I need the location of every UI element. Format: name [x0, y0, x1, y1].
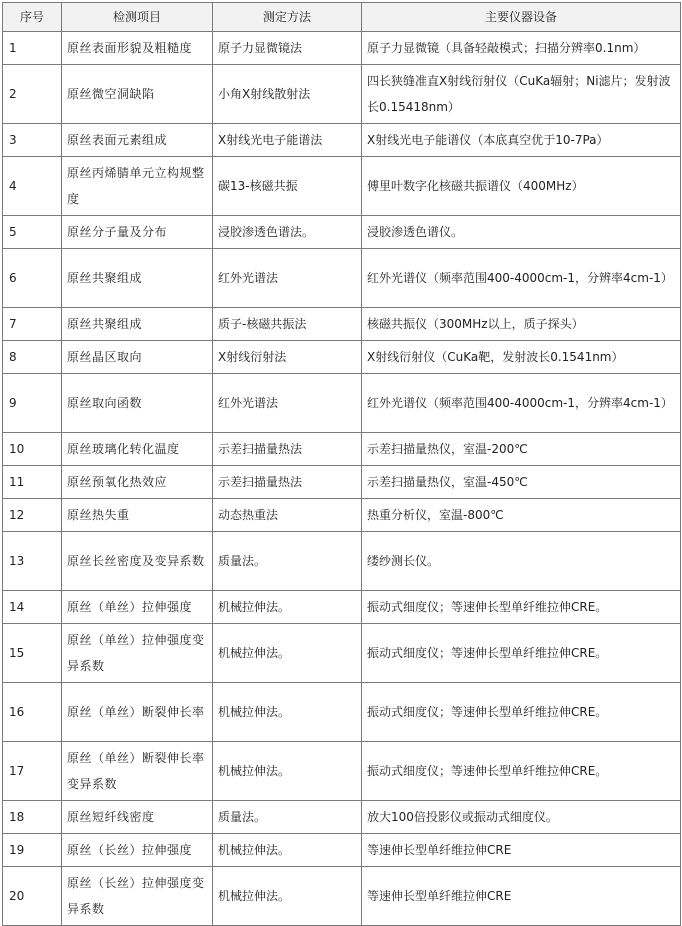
row-equipment: 红外光谱仪（频率范围400-4000cm-1，分辨率4cm-1） — [362, 249, 681, 308]
header-test-method: 测定方法 — [213, 3, 362, 32]
test-items-table-container — [2, 2, 680, 926]
table-row — [3, 466, 681, 499]
table-row — [3, 32, 681, 65]
row-test-method: X射线光电子能谱法 — [213, 124, 362, 157]
table-row — [3, 374, 681, 433]
row-equipment: 示差扫描量热仪，室温-200℃ — [362, 433, 681, 466]
row-test-item: 原丝晶区取向 — [62, 341, 213, 374]
row-equipment: 四长狭缝准直X射线衍射仪（CuKa辐射；Ni滤片；发射波长0.15418nm） — [362, 65, 681, 124]
row-test-method: 红外光谱法 — [213, 249, 362, 308]
row-test-item: 原丝微空洞缺陷 — [62, 65, 213, 124]
table-row — [3, 742, 681, 801]
row-serial-number: 11 — [3, 466, 62, 499]
row-test-method: 机械拉伸法。 — [213, 683, 362, 742]
row-test-item: 原丝（单丝）拉伸强度 — [62, 591, 213, 624]
row-test-method: 机械拉伸法。 — [213, 867, 362, 926]
table-row — [3, 157, 681, 216]
row-serial-number: 5 — [3, 216, 62, 249]
row-serial-number: 4 — [3, 157, 62, 216]
row-test-item: 原丝（单丝）断裂伸长率 — [62, 683, 213, 742]
row-serial-number: 1 — [3, 32, 62, 65]
row-test-item: 原丝共聚组成 — [62, 249, 213, 308]
table-row — [3, 341, 681, 374]
row-serial-number: 3 — [3, 124, 62, 157]
header-test-item: 检测项目 — [62, 3, 213, 32]
row-serial-number: 2 — [3, 65, 62, 124]
row-equipment: 示差扫描量热仪，室温-450℃ — [362, 466, 681, 499]
table-row — [3, 532, 681, 591]
row-test-method: 机械拉伸法。 — [213, 742, 362, 801]
table-row — [3, 801, 681, 834]
row-test-item: 原丝（单丝）拉伸强度变异系数 — [62, 624, 213, 683]
row-test-method: 动态热重法 — [213, 499, 362, 532]
table-row — [3, 499, 681, 532]
table-row — [3, 249, 681, 308]
row-equipment: 振动式细度仪；等速伸长型单纤维拉伸CRE。 — [362, 742, 681, 801]
row-serial-number: 19 — [3, 834, 62, 867]
row-equipment: 傅里叶数字化核磁共振谱仪（400MHz） — [362, 157, 681, 216]
row-test-item: 原丝丙烯腈单元立构规整度 — [62, 157, 213, 216]
row-test-item: 原丝预氧化热效应 — [62, 466, 213, 499]
row-test-method: 小角X射线散射法 — [213, 65, 362, 124]
table-row — [3, 683, 681, 742]
row-serial-number: 14 — [3, 591, 62, 624]
row-test-item: 原丝（长丝）拉伸强度 — [62, 834, 213, 867]
table-row — [3, 216, 681, 249]
row-equipment: 等速伸长型单纤维拉伸CRE — [362, 867, 681, 926]
row-test-item: 原丝短纤线密度 — [62, 801, 213, 834]
row-equipment: 红外光谱仪（频率范围400-4000cm-1，分辨率4cm-1） — [362, 374, 681, 433]
row-test-method: 碳13-核磁共振 — [213, 157, 362, 216]
row-equipment: X射线衍射仪（CuKa靶，发射波长0.1541nm） — [362, 341, 681, 374]
row-test-item: 原丝分子量及分布 — [62, 216, 213, 249]
row-equipment: 核磁共振仪（300MHz以上，质子探头） — [362, 308, 681, 341]
row-equipment: 振动式细度仪；等速伸长型单纤维拉伸CRE。 — [362, 591, 681, 624]
row-test-item: 原丝共聚组成 — [62, 308, 213, 341]
table-row — [3, 834, 681, 867]
row-test-method: 示差扫描量热法 — [213, 466, 362, 499]
row-test-item: 原丝表面元素组成 — [62, 124, 213, 157]
row-test-item: 原丝（长丝）拉伸强度变异系数 — [62, 867, 213, 926]
row-equipment: 放大100倍投影仪或振动式细度仪。 — [362, 801, 681, 834]
row-equipment: X射线光电子能谱仪（本底真空优于10-7Pa） — [362, 124, 681, 157]
row-test-method: 原子力显微镜法 — [213, 32, 362, 65]
row-test-method: 质子-核磁共振法 — [213, 308, 362, 341]
row-serial-number: 10 — [3, 433, 62, 466]
row-test-item: 原丝表面形貌及粗糙度 — [62, 32, 213, 65]
row-serial-number: 7 — [3, 308, 62, 341]
table-row — [3, 124, 681, 157]
table-row — [3, 308, 681, 341]
table-row — [3, 433, 681, 466]
row-test-item: 原丝（单丝）断裂伸长率变异系数 — [62, 742, 213, 801]
table-row — [3, 65, 681, 124]
row-test-method: 浸胶渗透色谱法。 — [213, 216, 362, 249]
table-row — [3, 624, 681, 683]
table-row — [3, 867, 681, 926]
row-serial-number: 9 — [3, 374, 62, 433]
row-test-item: 原丝长丝密度及变异系数 — [62, 532, 213, 591]
header-main-equipment: 主要仪器设备 — [362, 3, 681, 32]
row-serial-number: 8 — [3, 341, 62, 374]
row-equipment: 振动式细度仪；等速伸长型单纤维拉伸CRE。 — [362, 683, 681, 742]
row-test-method: 红外光谱法 — [213, 374, 362, 433]
row-equipment: 浸胶渗透色谱仪。 — [362, 216, 681, 249]
row-serial-number: 6 — [3, 249, 62, 308]
row-equipment: 振动式细度仪；等速伸长型单纤维拉伸CRE。 — [362, 624, 681, 683]
row-equipment: 等速伸长型单纤维拉伸CRE — [362, 834, 681, 867]
row-test-method: 机械拉伸法。 — [213, 624, 362, 683]
row-test-method: 质量法。 — [213, 801, 362, 834]
row-serial-number: 17 — [3, 742, 62, 801]
row-test-method: 机械拉伸法。 — [213, 591, 362, 624]
table-header-row — [3, 3, 681, 32]
row-equipment: 缕纱测长仪。 — [362, 532, 681, 591]
row-test-item: 原丝热失重 — [62, 499, 213, 532]
row-equipment: 热重分析仪，室温-800℃ — [362, 499, 681, 532]
row-serial-number: 16 — [3, 683, 62, 742]
row-test-method: 机械拉伸法。 — [213, 834, 362, 867]
row-test-item: 原丝玻璃化转化温度 — [62, 433, 213, 466]
row-serial-number: 20 — [3, 867, 62, 926]
row-serial-number: 18 — [3, 801, 62, 834]
test-items-table — [2, 2, 681, 926]
row-serial-number: 15 — [3, 624, 62, 683]
row-test-method: X射线衍射法 — [213, 341, 362, 374]
row-test-method: 示差扫描量热法 — [213, 433, 362, 466]
table-row — [3, 591, 681, 624]
header-serial-number: 序号 — [3, 3, 62, 32]
row-serial-number: 13 — [3, 532, 62, 591]
row-equipment: 原子力显微镜（具备轻敲模式；扫描分辨率0.1nm） — [362, 32, 681, 65]
row-test-method: 质量法。 — [213, 532, 362, 591]
row-test-item: 原丝取向函数 — [62, 374, 213, 433]
row-serial-number: 12 — [3, 499, 62, 532]
